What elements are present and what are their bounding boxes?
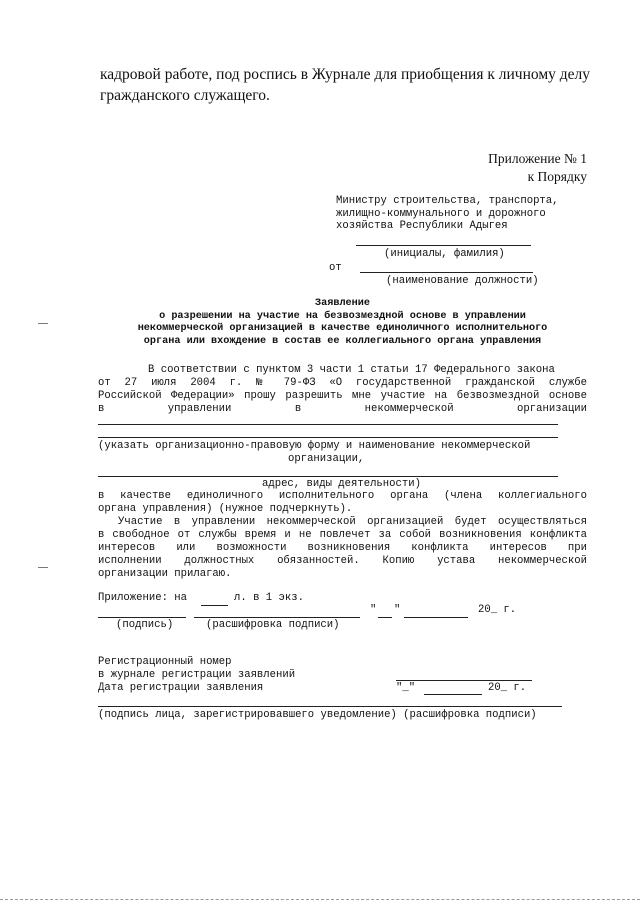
attachment-suffix: л. в 1 экз. [234,592,304,604]
p1-line-1: В соответствии с пунктом 3 части 1 статьи 17 Федерального закона [148,364,555,376]
p2-line-2: органа управления) (нужное подчеркнуть). [98,503,353,515]
margin-mark-top [38,323,48,324]
org-line-2 [98,437,558,438]
signature-caption: (подпись) [116,619,174,631]
initials-caption: (инициалы, фамилия) [384,248,505,260]
attachment-label: Приложение: на [98,592,188,604]
p3-line-2: в свободное от службы время и не повлечет за собой возникновения конфликта [98,529,587,541]
p1-line-4: в управлении в некоммерческой организации [98,403,587,415]
margin-mark-bottom [38,567,48,568]
title-line-3: органа или вхождение в состав ее коллегиального органа управления [143,335,542,347]
addressee-block [336,195,559,233]
addressee-line-2: жилищно-коммунального и дорожного [336,207,546,220]
from-label: от [329,262,342,274]
address-line [98,476,558,477]
p3-line-3: интересов или возможности возникновения конфликта интересов при [98,542,587,554]
intro-text [100,64,590,106]
addressee-line-3: хозяйства Республики Адыгея [336,220,508,232]
position-caption: (наименование должности) [386,275,539,287]
document-title [95,298,590,348]
registration-month-line [424,694,482,695]
title-heading: Заявление [314,298,371,309]
initials-line [356,245,531,246]
addressee-line-1: Министру строительства, транспорта, [336,195,559,207]
intro-line-1: кадровой работе, под роспись в Журнале для приобщения к личному делу [100,66,590,83]
title-line-2: некоммерческой организацией в качестве единоличного исполнительного [137,323,548,334]
p1-line-2: от 27 июля 2004 г. № 79-ФЗ «О государственной гражданской службе [98,377,587,389]
registration-line-2: в журнале регистрации заявлений [98,669,296,681]
org-caption-2: организации, [288,453,365,465]
decoding-line [194,617,360,618]
registration-year: 20_ г. [488,682,527,694]
date-day-line [378,617,392,618]
title-line-1: о разрешении на участие на безвозмездной основе в управлении [159,310,526,322]
org-caption-1: (указать организационно-правовую форму и наименование некоммерческой [98,440,531,452]
registration-signature-line [98,706,562,707]
signature-line [98,617,186,618]
org-line-1 [98,424,558,425]
p1-line-3: Российской Федерации» прошу разрешить мне участие на безвозмездной основе [98,390,587,402]
registration-line-1: Регистрационный номер [98,656,232,668]
registration-number-line [396,680,532,681]
p3-line-5: организации прилагаю. [98,568,232,580]
date-month-line [404,617,468,618]
registration-line-3: Дата регистрации заявления [98,682,264,694]
registration-date-quote: "_" [396,682,416,694]
p2-line-1: в качестве единоличного исполнительного органа (члена коллегиального [98,490,587,502]
address-caption: адрес, виды деятельности) [262,478,421,490]
date-quote-close: " [394,604,401,616]
registration-caption: (подпись лица, зарегистрировавшего уведомление) (расшифровка подписи) [98,709,537,721]
p3-line-1: Участие в управлении некоммерческой организацией будет осуществляться [118,516,587,528]
appendix-header [488,150,587,186]
intro-line-2: гражданского служащего. [100,87,270,104]
appendix-number: Приложение № 1 [488,151,587,166]
p3-line-4: исполнении должностных обязанностей. Копию устава некоммерческой [98,555,587,567]
attachment-pages-line [201,605,228,606]
decoding-caption: (расшифровка подписи) [206,619,340,631]
scan-bottom-edge [0,899,640,900]
date-quote-open: " [370,604,377,616]
position-line [360,272,533,273]
date-year: 20_ г. [478,604,517,616]
appendix-reference: к Порядку [527,169,587,184]
